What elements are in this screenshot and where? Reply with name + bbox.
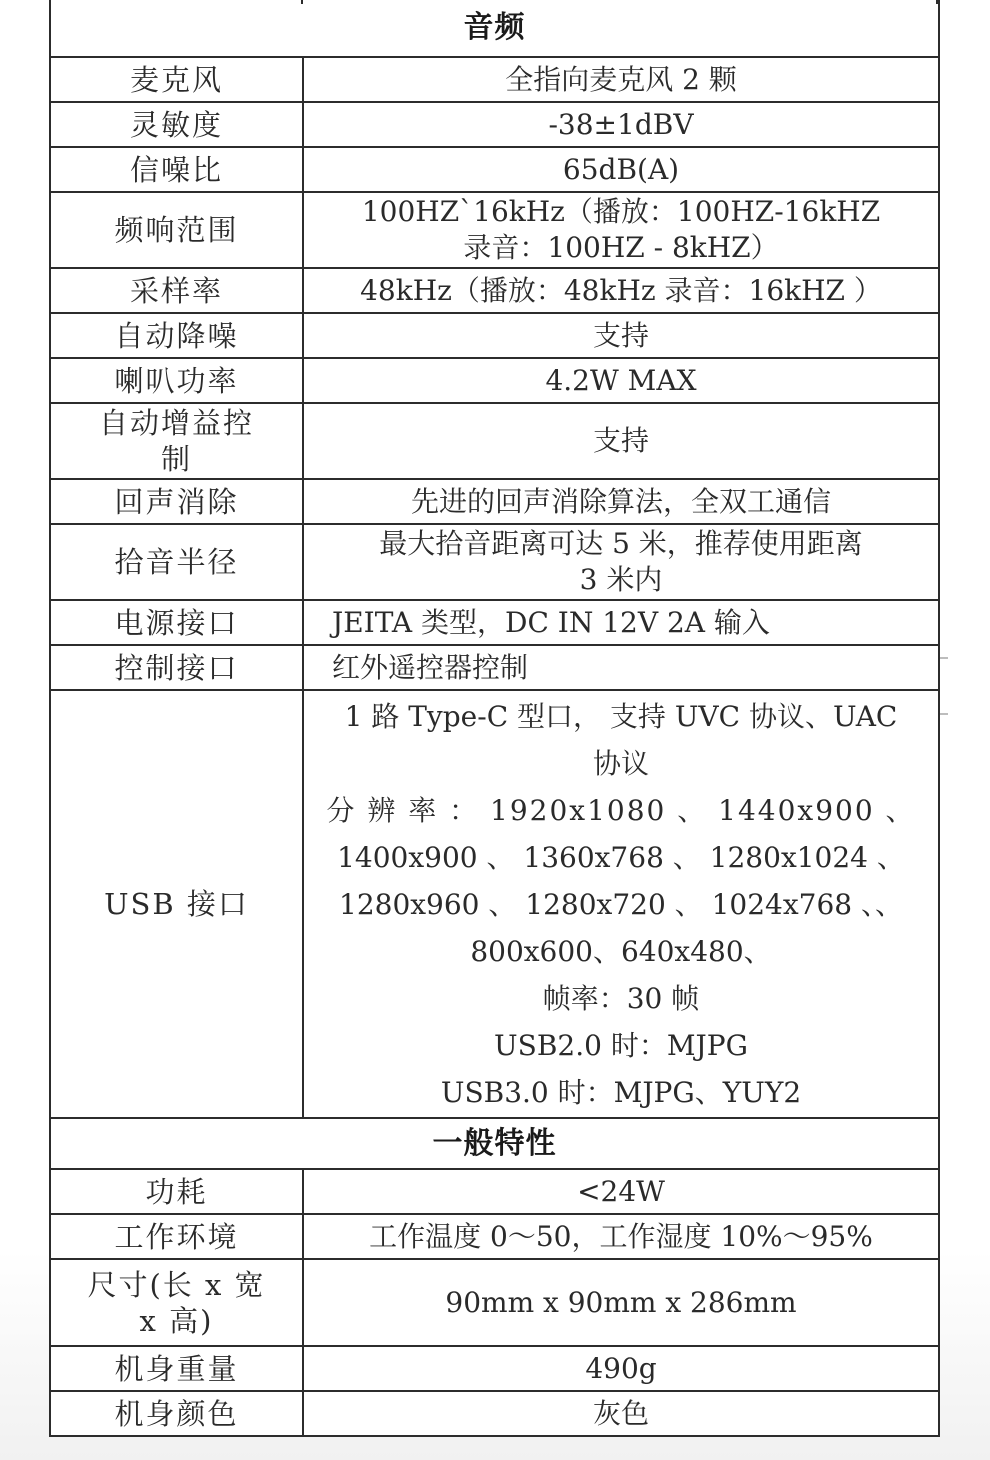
row-value: 48kHz（播放：48kHz 录音：16kHZ ） xyxy=(303,268,939,313)
row-value: 65dB(A) xyxy=(303,147,939,192)
table-top-edge-right xyxy=(936,0,938,4)
table-row xyxy=(50,192,939,268)
row-value: 工作温度 0～50，工作湿度 10%～95% xyxy=(303,1214,939,1259)
section-title-general: 一般特性 xyxy=(50,1118,939,1169)
row-label: 自动降噪 xyxy=(50,313,303,358)
table-row xyxy=(50,57,939,102)
table-row xyxy=(50,358,939,403)
table-row xyxy=(50,1346,939,1391)
table-row xyxy=(50,1169,939,1214)
label-line: x 高) xyxy=(139,1303,214,1338)
table-row xyxy=(50,403,939,479)
row-label: 频响范围 xyxy=(50,192,303,268)
table-top-edge-left xyxy=(49,0,51,4)
usb-line: 1 路 Type-C 型口， 支持 UVC 协议、UAC xyxy=(344,699,898,733)
usb-line: 800x600、640x480、 xyxy=(470,934,772,968)
row-value: 先进的回声消除算法，全双工通信 xyxy=(303,479,939,524)
label-line: 自动增益控 xyxy=(98,406,254,440)
table-row xyxy=(50,645,939,690)
margin-tick xyxy=(940,713,948,715)
row-value: 灰色 xyxy=(303,1391,939,1436)
table-row xyxy=(50,600,939,645)
row-label: 麦克风 xyxy=(50,57,303,102)
usb-line: 协议 xyxy=(592,746,649,780)
table-row xyxy=(50,313,939,358)
row-value xyxy=(303,192,939,268)
label-line: 尺寸(长 x 宽 xyxy=(87,1267,266,1302)
row-label: 工作环境 xyxy=(50,1214,303,1259)
row-label: 灵敏度 xyxy=(50,102,303,147)
row-label: 功耗 xyxy=(50,1169,303,1214)
row-label: 采样率 xyxy=(50,268,303,313)
row-label xyxy=(50,403,303,479)
row-label: 电源接口 xyxy=(50,600,303,645)
row-label: 回声消除 xyxy=(50,479,303,524)
row-value: 90mm x 90mm x 286mm xyxy=(303,1259,939,1346)
spec-table xyxy=(49,0,940,1437)
table-row xyxy=(50,479,939,524)
row-label: USB 接口 xyxy=(50,690,303,1118)
row-value: 490g xyxy=(303,1346,939,1391)
row-label xyxy=(50,1259,303,1346)
table-row-usb xyxy=(50,690,939,1118)
row-label: 控制接口 xyxy=(50,645,303,690)
table-row xyxy=(50,1391,939,1436)
table-row xyxy=(50,1259,939,1346)
section-row-general xyxy=(50,1118,939,1169)
usb-line: 1400x900 、 1360x768 、 1280x1024 、 xyxy=(337,840,905,874)
margin-tick xyxy=(940,657,948,659)
table-row xyxy=(50,268,939,313)
usb-line: 帧率：30 帧 xyxy=(542,981,700,1015)
row-value: 支持 xyxy=(303,313,939,358)
table-top-edge-divider xyxy=(301,0,303,4)
table-row xyxy=(50,524,939,600)
row-value: 4.2W MAX xyxy=(303,358,939,403)
row-label: 喇叭功率 xyxy=(50,358,303,403)
row-value: 红外遥控器控制 xyxy=(303,645,939,690)
usb-line: USB3.0 时：MJPG、YUY2 xyxy=(440,1075,802,1109)
row-value: -38±1dBV xyxy=(303,102,939,147)
section-row-audio xyxy=(50,0,939,57)
row-label: 机身颜色 xyxy=(50,1391,303,1436)
row-value-usb xyxy=(303,690,939,1118)
usb-line: 分 辨 率 ： 1920x1080 、 1440x900 、 xyxy=(326,793,916,827)
usb-line: 1280x960 、 1280x720 、 1024x768 、、 xyxy=(339,887,903,921)
row-value xyxy=(303,524,939,600)
table-row xyxy=(50,1214,939,1259)
table-row xyxy=(50,147,939,192)
value-line: 录音：100HZ - 8kHZ） xyxy=(463,231,779,264)
row-label: 拾音半径 xyxy=(50,524,303,600)
usb-line: USB2.0 时：MJPG xyxy=(494,1028,748,1062)
row-label: 信噪比 xyxy=(50,147,303,192)
row-label: 机身重量 xyxy=(50,1346,303,1391)
table-row xyxy=(50,102,939,147)
row-value: JEITA 类型，DC IN 12V 2A 输入 xyxy=(303,600,939,645)
value-line: 最大拾音距离可达 5 米，推荐使用距离 xyxy=(379,527,863,560)
row-value: <24W xyxy=(303,1169,939,1214)
row-value: 支持 xyxy=(303,403,939,479)
value-line: 3 米内 xyxy=(579,563,663,596)
section-title-audio: 音频 xyxy=(50,0,939,57)
label-line: 制 xyxy=(160,442,192,476)
value-line: 100HZ`16kHz（播放：100HZ-16kHZ xyxy=(361,195,881,228)
row-value: 全指向麦克风 2 颗 xyxy=(303,57,939,102)
